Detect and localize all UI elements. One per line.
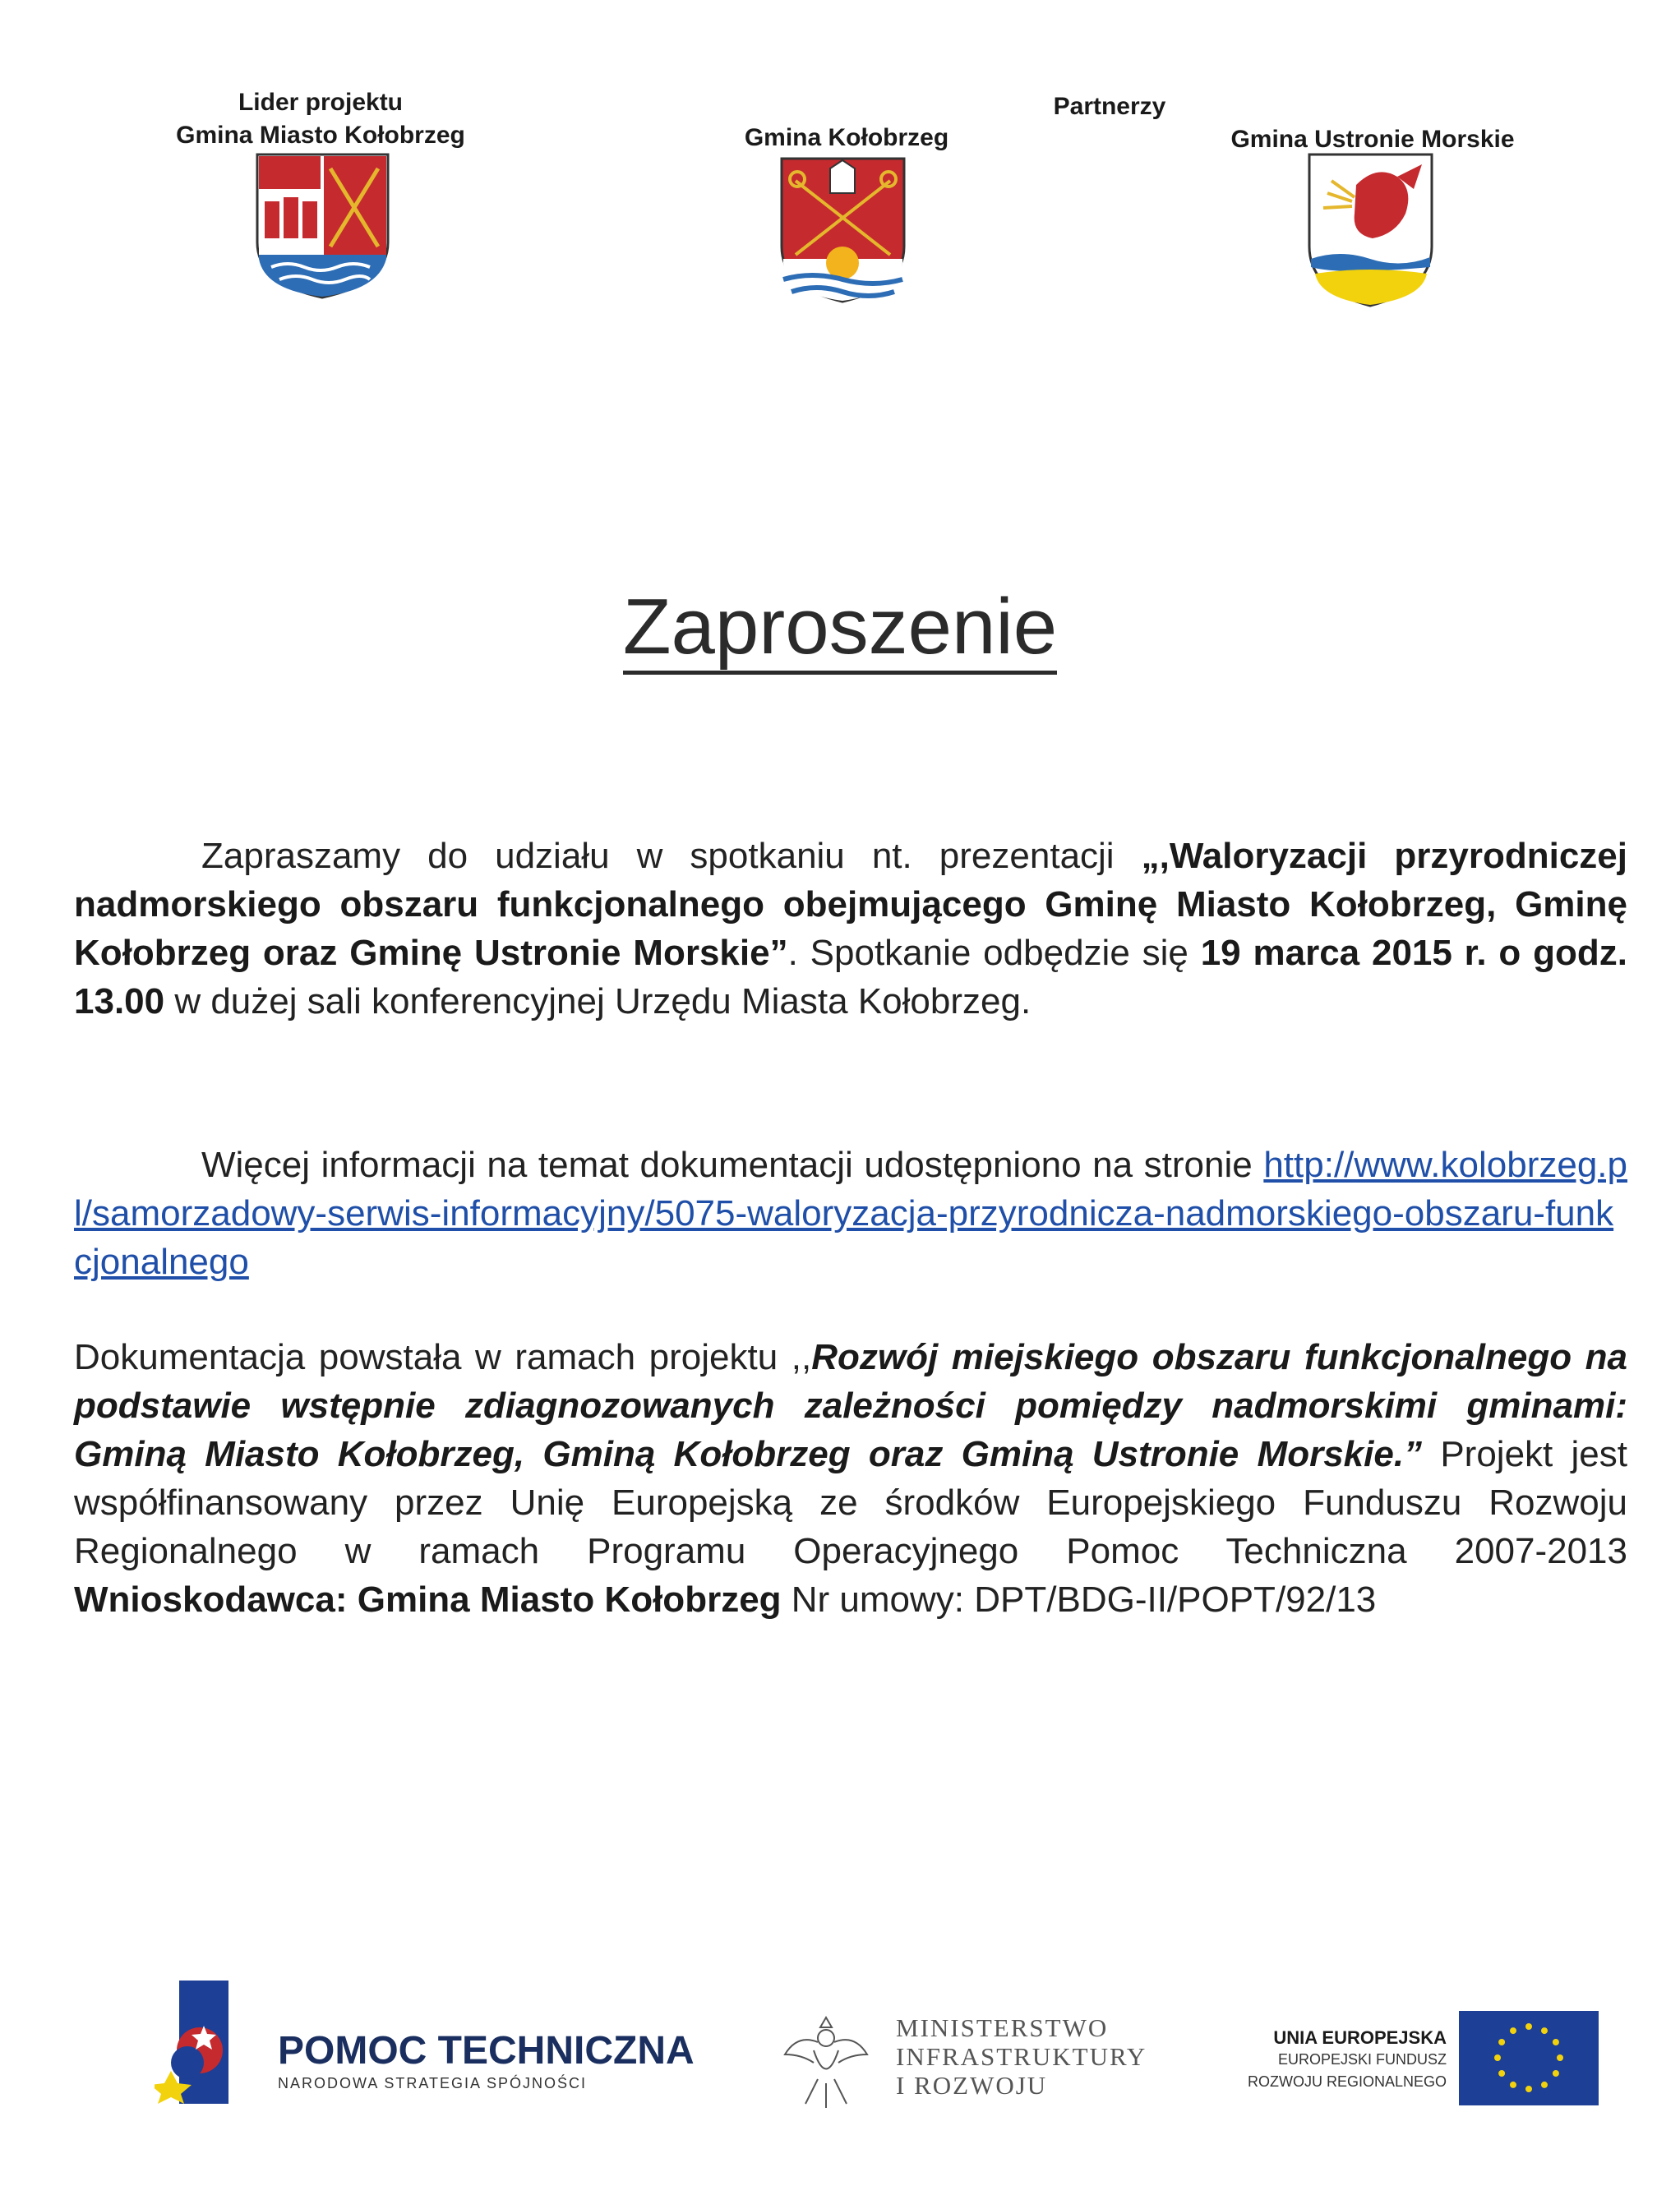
pomoc-techniczna-title: POMOC TECHNICZNA [278,2029,695,2073]
eu-star-icon [1553,2070,1559,2077]
para1-event-title: „,Waloryzacji przyrodniczej nadmorskiego obszaru funkcjonalnego obejmującego Gminę Miasto Kołobrzeg, Gminę Kołobrzeg oraz Gminę Ustronie Morskie” [74,836,1627,973]
para1-text-1: Zapraszamy do udziału w spotkaniu nt. prezentacji [201,836,1142,876]
project-paragraph [74,1333,1627,1624]
para2-text: Więcej informacji na temat dokumentacji udostępniono na stronie [201,1145,1264,1185]
eu-flag-icon [1459,2011,1599,2105]
eu-star-icon [1494,2054,1501,2061]
para1-text-2: . Spotkanie odbędzie się [787,933,1201,973]
leader-role-label: Lider projektu [238,89,404,116]
eu-line-2: EUROPEJSKI FUNDUSZ [1277,2051,1447,2068]
ministry-line-3: I ROZWOJU [896,2071,1048,2100]
eu-star-icon [1498,2070,1505,2077]
partners-label: Partnerzy [1053,93,1166,120]
para3-contract-number: Nr umowy: DPT/BDG-II/POPT/92/13 [781,1579,1377,1620]
ministry-name [896,2013,1147,2100]
ministry-line-2: INFRASTRUKTURY [896,2042,1147,2071]
eu-line-1: UNIA EUROPEJSKA [1273,2027,1447,2048]
page-title: Zaproszenie [0,582,1680,672]
invitation-paragraph [74,832,1627,1026]
polish-eagle-emblem-icon [781,2009,871,2112]
kolobrzeg-commune-crest-icon [779,156,907,304]
eu-text-block [1200,2027,1447,2093]
para3-text-1: Dokumentacja powstała w ramach projektu ,, [74,1337,812,1377]
eu-star-icon [1510,2027,1516,2034]
pomoc-techniczna-subtitle: NARODOWA STRATEGIA SPÓJNOŚCI [278,2075,588,2091]
eu-star-icon [1541,2082,1548,2088]
eu-star-icon [1510,2082,1516,2088]
eu-star-icon [1525,2023,1532,2030]
pomoc-techniczna-logo-icon [155,1981,237,2104]
eu-star-icon [1557,2054,1563,2061]
eu-star-icon [1541,2027,1548,2034]
ministry-line-1: MINISTERSTWO [896,2013,1109,2042]
eu-star-icon [1525,2086,1532,2092]
eu-star-icon [1553,2039,1559,2045]
more-info-paragraph [74,1141,1627,1286]
partner3-name-label: Gmina Ustronie Morskie [1230,126,1515,153]
partner2-name-label: Gmina Kołobrzeg [744,124,949,151]
info-link[interactable]: http://www.kolobrzeg.pl/samorzadowy-serwis-informacyjny/5075-waloryzacja-przyrodnicza-nadmorskiego-obszaru-funkcjonalnego [74,1145,1627,1282]
para3-applicant: Wnioskodawca: Gmina Miasto Kołobrzeg [74,1579,782,1620]
ustronie-morskie-crest-icon [1307,152,1434,308]
para1-event-date: 19 marca 2015 r. o godz. 13.00 [74,933,1628,1021]
para1-text-3: w dużej sali konferencyjnej Urzędu Miasta Kołobrzeg. [164,981,1032,1021]
para3-project-name: Rozwój miejskiego obszaru funkcjonalnego na podstawie wstępnie zdiagnozowanych zależności pomiędzy nadmorskimi gminami: Gminą Miasto Kołobrzeg, Gminą Kołobrzeg oraz Gminą Ustronie Morskie.” [74,1337,1627,1474]
eu-star-icon [1498,2039,1505,2045]
kolobrzeg-city-crest-icon [255,152,390,300]
para3-text-2: Projekt jest współfinansowany przez Unię Europejską ze środków Europejskiego Funduszu Rozwoju Regionalnego w ramach Programu Operacyjnego Pomoc Techniczna 2007-2013 [74,1434,1627,1571]
eu-line-3: ROZWOJU REGIONALNEGO [1247,2073,1447,2090]
leader-name-label: Gmina Miasto Kołobrzeg [176,122,465,149]
